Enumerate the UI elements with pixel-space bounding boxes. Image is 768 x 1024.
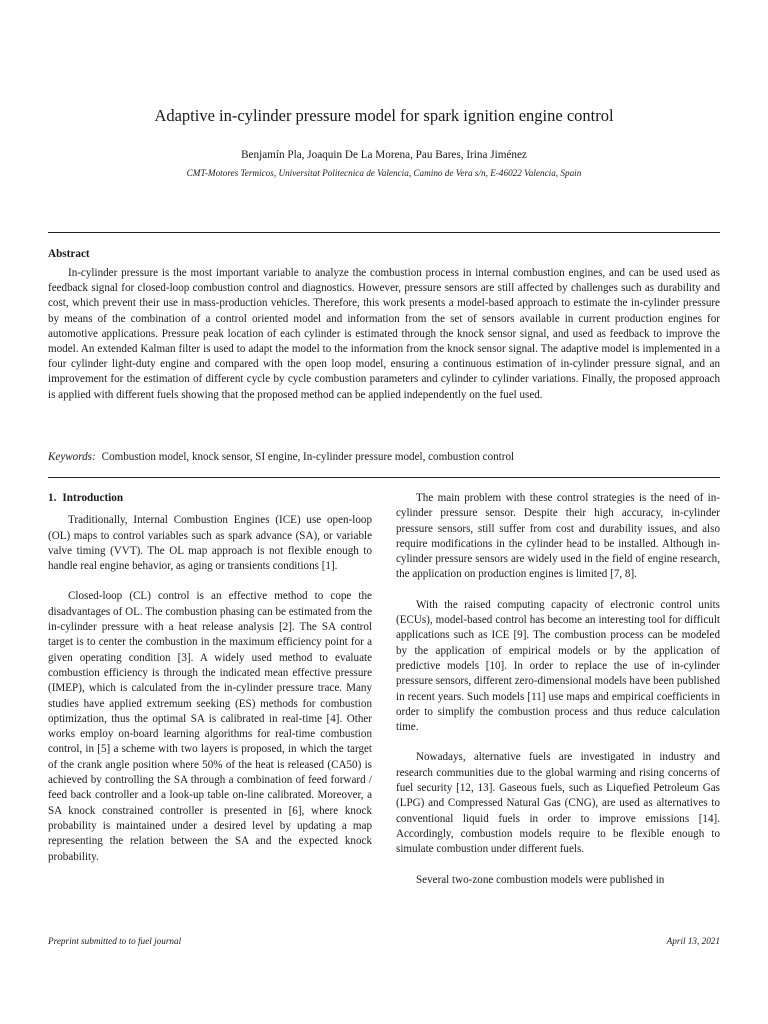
keywords (48, 451, 720, 463)
section-title: Introduction (62, 492, 124, 504)
abstract-heading: Abstract (48, 248, 90, 260)
author-list: Benjamín Pla, Joaquin De La Morena, Pau Bares, Irina Jiménez (241, 149, 527, 161)
section-heading-introduction (48, 491, 372, 506)
affiliation: CMT-Motores Termicos, Universitat Politecnica de Valencia, Camino de Vera s/n, E-46022 Valencia, Spain (186, 168, 582, 178)
paragraph: Closed-loop (CL) control is an effective method to cope the disadvantages of OL. The combustion phasing can be estimated from the in-cylinder pressure with a heat release analysis [2]. The SA control target is to center the combustion in the maximum efficiency point for a given operating condition [3]. A widely used method to evaluate combustion efficiency is through the indicated mean effective pressure (IMEP), which is calculated from the in-cylinder pressure trace. Many studies have applied extremum seeking (ES) methods for combustion optimization, thus the optimal SA is calibrated in real-time [4]. Other works employ on-board learning algorithms for real-time combustion control, in [5] a scheme with two layers is proposed, in which the target of the crank angle position where 50% of the heat is released (CA50) is achieved by controlling the SA through a combination of feed forward / feed back controller and a look-up table on-line calibrated. Moreover, a SA knock constrained controller is presented in [6], where knock probability is maintained under a desired level by updating a map representing the relation between the SA and the expected knock probability. (48, 590, 372, 863)
paragraph: Traditionally, Internal Combustion Engines (ICE) use open-loop (OL) maps to control variables such as spark advance (SA), or variable valve timing (VVT). The OL map approach is not flexible enough to handle real engine behavior, as aging or transients conditions [1]. (48, 514, 372, 573)
paragraph: Nowadays, alternative fuels are investigated in industry and research communities due to the global warming and rising concerns of fuel security [12, 13]. Gaseous fuels, such as Liquefied Petroleum Gas (LPG) and Compressed Natural Gas (CNG), are used as alternatives to conventional liquid fuels in order to improve emissions [14]. Accordingly, combustion models require to be flexible enough to simulate combustion under different fuels. (396, 751, 720, 856)
paragraph: With the raised computing capacity of electronic control units (ECUs), model-based control has become an interesting tool for difficult applications such as ICE [9]. The combustion process can be modeled by the application of empirical models or by the application of predictive models [10]. In order to replace the use of in-cylinder pressure sensors, different zero-dimensional models have been published in recent years. Such models [11] use maps and empirical coefficients in order to simplify the combustion process and thus reduce calculation time. (396, 598, 720, 734)
section-number: 1. (48, 492, 57, 504)
left-column (48, 491, 372, 880)
paragraph: Several two-zone combustion models were published in (416, 873, 665, 886)
footer-preprint-note: Preprint submitted to to fuel journal (48, 936, 182, 946)
keywords-text: Combustion model, knock sensor, SI engine, In-cylinder pressure model, combustion control (101, 451, 515, 463)
keywords-label: Keywords: (48, 451, 96, 463)
abstract-bottom-rule (48, 477, 720, 478)
footer-date: April 13, 2021 (666, 936, 720, 946)
paragraph: The main problem with these control strategies is the need of in-cylinder pressure sensor. Despite their high accuracy, in-cylinder pressure sensors, still suffer from cost and durability issues, and also require modifications in the cylinder head to be installed. Although in-cylinder pressure sensors are widely used in the field of engine research, the application on production engines is limited [7, 8]. (396, 492, 720, 581)
right-column (396, 491, 720, 903)
abstract-text: In-cylinder pressure is the most important variable to analyze the combustion process in internal combustion engines, and can be used used as feedback signal for closed-loop combustion control and diagnostics. However, pressure sensors are still affected by challenges such as durability and cost, which prevent their use in mass-production vehicles. Therefore, this work presents a model-based approach to estimate the in-cylinder pressure by means of the combination of a control oriented model and information from the set of sensors available in current production engines for automotive applications. Pressure peak location of each cylinder is estimated through the knock sensor signal, and used as feedback to improve the model. An extended Kalman filter is used to adapt the model to the information from the knock sensor signal. The adaptive model is implemented in a four cylinder light-duty engine and compared with the open loop model, ensuring a continuous estimation of in-cylinder pressure signal, and an improvement for the estimation of different cycle by cycle combustion parameters and cylinder to cylinder variations. Finally, the proposed approach is applied with different fuels showing that the proposed method can be applied independently on the fuel used. (48, 267, 720, 401)
paper-title: Adaptive in-cylinder pressure model for spark ignition engine control (154, 106, 614, 125)
abstract-top-rule (48, 232, 720, 233)
